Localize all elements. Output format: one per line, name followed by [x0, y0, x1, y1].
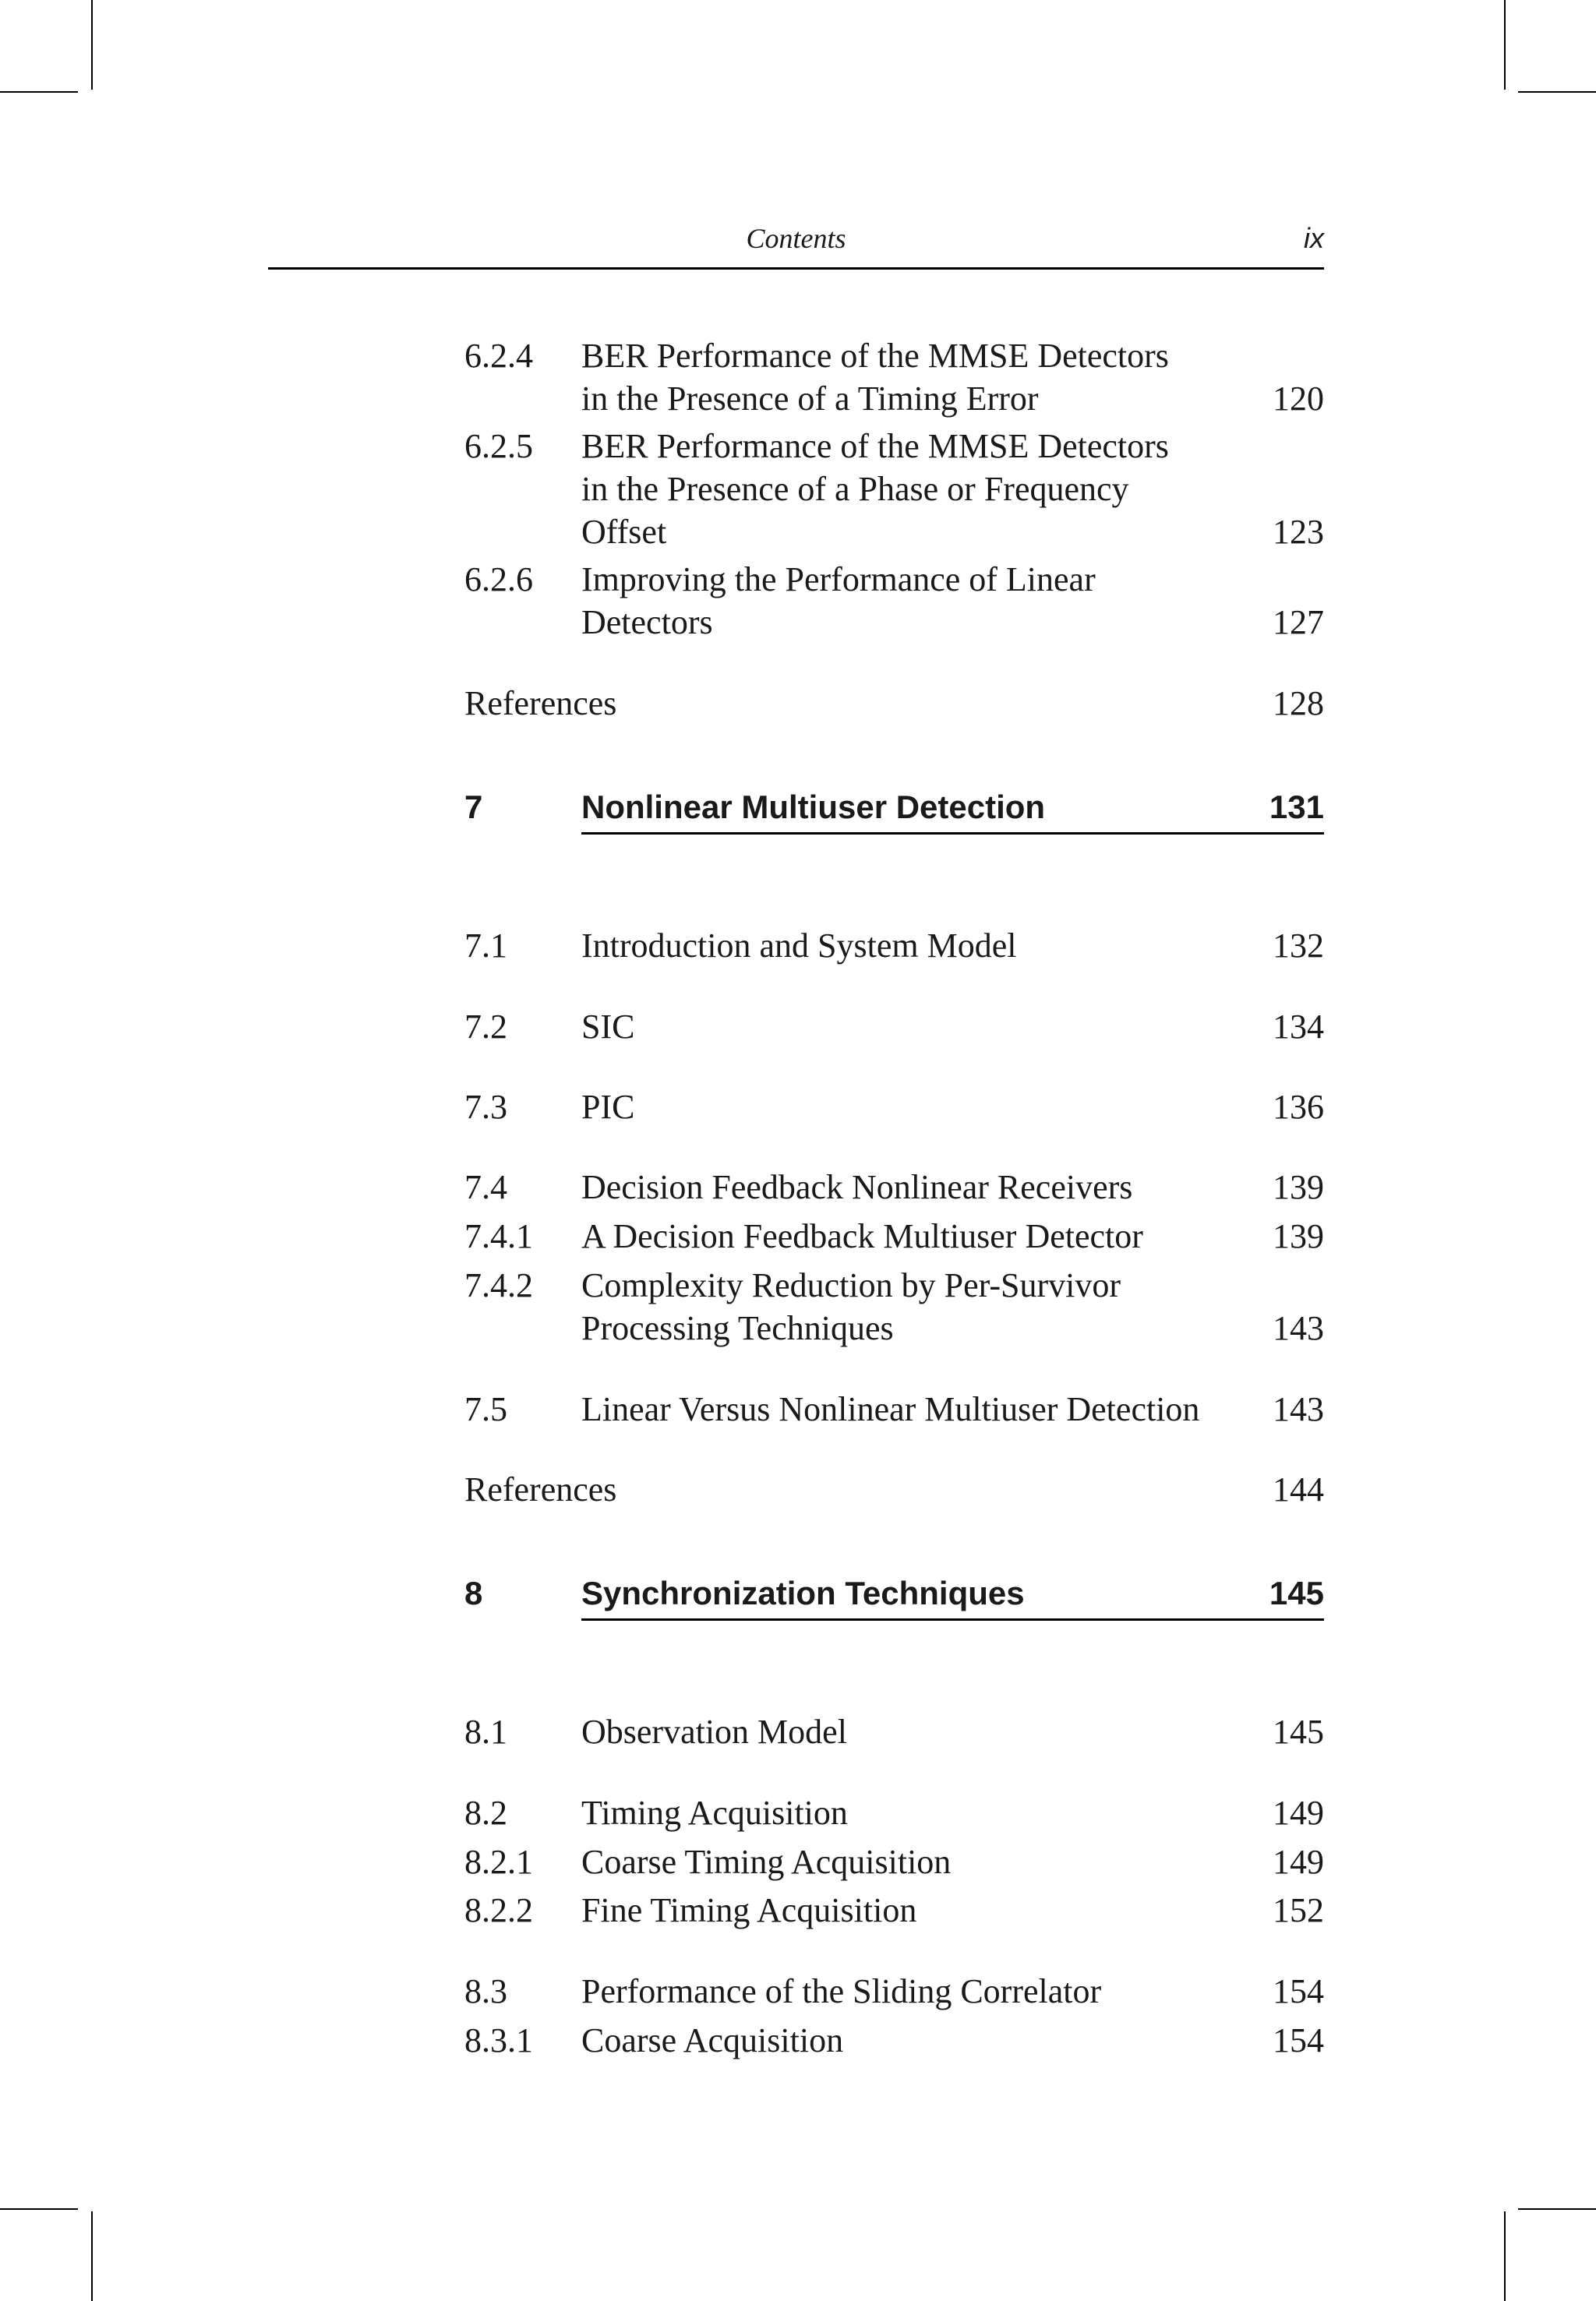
section-number: 7.5	[464, 1390, 507, 1428]
section-number: 6.2.6	[464, 560, 533, 598]
crop-mark	[0, 91, 78, 93]
toc-entry	[464, 1968, 1324, 2015]
toc-entry	[464, 1709, 1324, 1756]
chapter-title: Synchronization Techniques	[581, 1575, 1025, 1611]
section-title: BER Performance of the MMSE Detectors	[581, 337, 1169, 375]
toc-references	[464, 680, 1324, 727]
section-title: PIC	[581, 1088, 635, 1126]
page-ref: 154	[1273, 2021, 1324, 2059]
section-title: in the Presence of a Phase or Frequency	[581, 470, 1129, 508]
toc-entry-continuation	[464, 466, 1324, 513]
section-number: 7.4.2	[464, 1266, 533, 1304]
section-number: 8.2	[464, 1794, 507, 1832]
page-ref: 143	[1273, 1309, 1324, 1347]
section-title: Fine Timing Acquisition	[581, 1891, 917, 1929]
crop-mark	[91, 0, 93, 90]
toc-entry-continuation	[464, 376, 1324, 422]
crop-mark	[1518, 91, 1596, 93]
page-ref: 120	[1273, 379, 1324, 418]
toc-entry	[464, 333, 1324, 379]
section-title: Linear Versus Nonlinear Multiuser Detection	[581, 1390, 1200, 1428]
section-title: in the Presence of a Timing Error	[581, 379, 1039, 418]
page-ref: 128	[1273, 684, 1324, 722]
references-label: References	[464, 1470, 617, 1509]
crop-mark	[1504, 0, 1506, 90]
section-number: 8.2.2	[464, 1891, 533, 1929]
page-ref: 127	[1273, 603, 1324, 641]
section-title: Timing Acquisition	[581, 1794, 848, 1832]
section-number: 8.1	[464, 1713, 507, 1751]
chapter-number: 7	[464, 789, 483, 825]
page-ref: 132	[1273, 926, 1324, 965]
section-number: 7.4	[464, 1168, 507, 1206]
toc-entry	[464, 1262, 1324, 1309]
section-title: BER Performance of the MMSE Detectors	[581, 427, 1169, 465]
section-title: Coarse Timing Acquisition	[581, 1843, 952, 1881]
chapter-number: 8	[464, 1575, 483, 1611]
crop-mark	[0, 2208, 78, 2210]
section-number: 7.2	[464, 1008, 507, 1046]
section-title: Improving the Performance of Linear	[581, 560, 1096, 598]
section-title: Detectors	[581, 603, 713, 641]
section-number: 7.3	[464, 1088, 507, 1126]
toc-entry	[464, 923, 1324, 969]
toc-entry	[464, 2017, 1324, 2064]
toc-entry	[464, 1790, 1324, 1837]
page-ref: 139	[1273, 1168, 1324, 1206]
toc-entry-continuation	[464, 1305, 1324, 1352]
toc-entry	[464, 1004, 1324, 1050]
crop-mark	[91, 2211, 93, 2301]
toc-entry	[464, 1887, 1324, 1934]
page-ref: 144	[1273, 1470, 1324, 1509]
chapter-heading	[464, 1570, 1324, 1618]
toc-entry	[464, 556, 1324, 603]
chapter-heading	[464, 784, 1324, 832]
references-label: References	[464, 684, 617, 722]
page-ref: 143	[1273, 1390, 1324, 1428]
crop-mark	[1518, 2208, 1596, 2210]
chapter-rule	[581, 832, 1324, 835]
page-ref: 152	[1273, 1891, 1324, 1929]
page-ref: 149	[1273, 1794, 1324, 1832]
running-title: Contents	[746, 223, 846, 254]
toc-entry-continuation	[464, 509, 1324, 556]
section-title: Introduction and System Model	[581, 926, 1017, 965]
section-title: Decision Feedback Nonlinear Receivers	[581, 1168, 1133, 1206]
chapter-rule	[581, 1618, 1324, 1621]
section-title: Processing Techniques	[581, 1309, 894, 1347]
page-number: ix	[1304, 222, 1324, 254]
page-ref: 154	[1273, 1972, 1324, 2010]
page-ref: 131	[1269, 789, 1324, 825]
section-number: 8.2.1	[464, 1843, 533, 1881]
section-number: 7.1	[464, 926, 507, 965]
section-title: Coarse Acquisition	[581, 2021, 844, 2059]
page-ref: 145	[1269, 1575, 1324, 1611]
toc-references	[464, 1466, 1324, 1513]
section-title: Offset	[581, 513, 667, 551]
section-title: SIC	[581, 1008, 635, 1046]
page-ref: 134	[1273, 1008, 1324, 1046]
running-head	[268, 222, 1324, 270]
toc-entry	[464, 1164, 1324, 1211]
toc-entry	[464, 1386, 1324, 1433]
page-ref: 139	[1273, 1217, 1324, 1255]
section-number: 7.4.1	[464, 1217, 533, 1255]
section-title: Observation Model	[581, 1713, 847, 1751]
section-number: 8.3	[464, 1972, 507, 2010]
page-ref: 149	[1273, 1843, 1324, 1881]
toc-entry	[464, 1084, 1324, 1131]
section-title: A Decision Feedback Multiuser Detector	[581, 1217, 1143, 1255]
chapter-title: Nonlinear Multiuser Detection	[581, 789, 1046, 825]
section-title: Performance of the Sliding Correlator	[581, 1972, 1102, 2010]
page-ref: 145	[1273, 1713, 1324, 1751]
toc-entry	[464, 1839, 1324, 1886]
section-number: 6.2.4	[464, 337, 533, 375]
section-number: 8.3.1	[464, 2021, 533, 2059]
section-number: 6.2.5	[464, 427, 533, 465]
toc-entry	[464, 1213, 1324, 1260]
section-title: Complexity Reduction by Per-Survivor	[581, 1266, 1121, 1304]
page-ref: 136	[1273, 1088, 1324, 1126]
toc-entry-continuation	[464, 599, 1324, 646]
page-ref: 123	[1273, 513, 1324, 551]
toc-entry	[464, 423, 1324, 470]
crop-mark	[1504, 2211, 1506, 2301]
